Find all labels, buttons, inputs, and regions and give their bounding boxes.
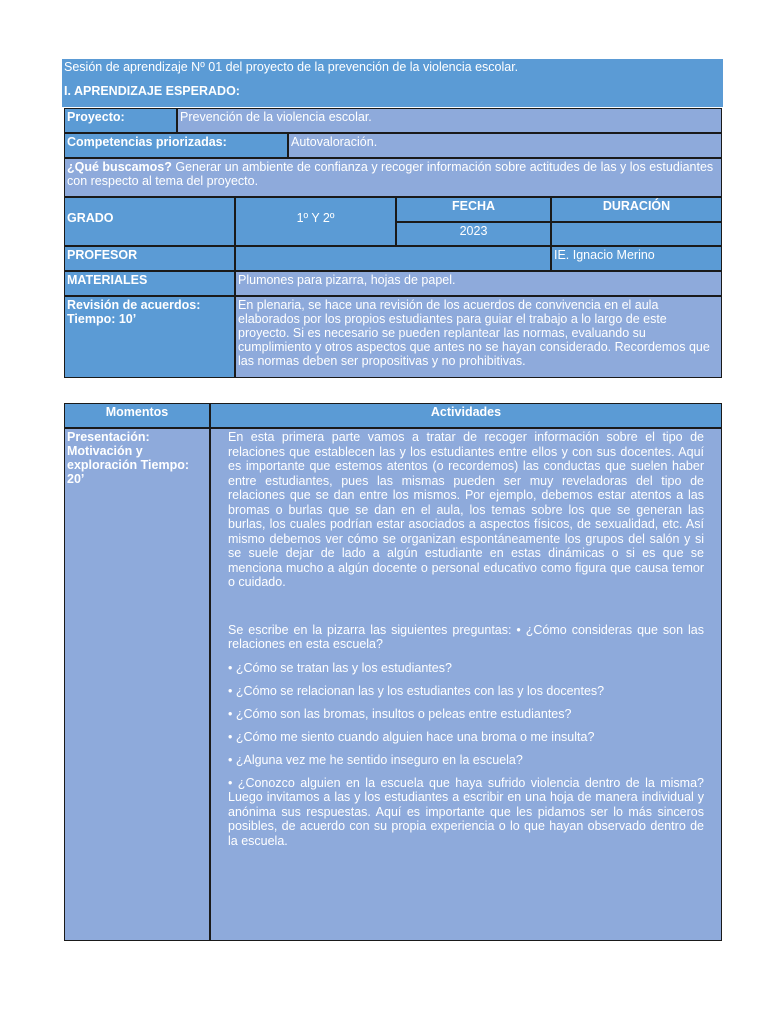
actividades-header: Actividades — [210, 403, 722, 428]
momentos-header: Momentos — [64, 403, 210, 428]
fecha-label: FECHA — [396, 197, 551, 222]
profesor-value — [235, 246, 551, 271]
proyecto-value: Prevención de la violencia escolar. — [177, 108, 722, 133]
activities-content — [210, 428, 722, 941]
revision-time: Tiempo: 10’ — [67, 312, 137, 326]
moment-label: Presentación: Motivación y exploración Tiempo: 20’ — [64, 428, 210, 941]
competencias-value: Autovaloración. — [288, 133, 722, 158]
question-item: • ¿Cómo son las bromas, insultos o peleas entre estudiantes? — [228, 706, 572, 721]
question-item: • ¿Cómo me siento cuando alguien hace una broma o me insulta? — [228, 729, 595, 744]
question-item: • ¿Cómo se relacionan las y los estudiantes con las y los docentes? — [228, 683, 605, 698]
que-buscamos-cell — [64, 158, 722, 197]
grado-label — [64, 197, 235, 246]
que-buscamos-label: ¿Qué buscamos? — [67, 160, 172, 174]
grado-label-text: GRADO — [67, 211, 114, 225]
section-title: I. APRENDIZAJE ESPERADO: — [64, 84, 240, 98]
ie-value: IE. Ignacio Merino — [551, 246, 722, 271]
fecha-value: 2023 — [396, 222, 551, 246]
section-title-bar — [62, 82, 723, 107]
duracion-label: DURACIÓN — [551, 197, 722, 222]
session-title-bar — [62, 59, 723, 82]
profesor-label: PROFESOR — [64, 246, 235, 271]
materiales-label: MATERIALES — [64, 271, 235, 296]
activity-paragraph-2: Se escribe en la pizarra las siguientes preguntas: • ¿Cómo consideras que son las relaciones en esta escuela? — [228, 622, 704, 651]
duracion-value — [551, 222, 722, 246]
question-item: • ¿Alguna vez me he sentido inseguro en la escuela? — [228, 752, 523, 767]
proyecto-label: Proyecto: — [64, 108, 177, 133]
revision-label-cell — [64, 296, 235, 378]
que-buscamos-text: Generar un ambiente de confianza y recoger información sobre actitudes de las y los estudiantes con respecto al tema del proyecto. — [67, 160, 714, 188]
activity-paragraph-1: En esta primera parte vamos a tratar de recoger información sobre el tipo de relaciones que establecen las y los estudiantes entre ellos y con sus docentes. Aquí es importante que estemos atentos (o recordemos) las conductas que suelen haber entre estudiantes, pues las mismas pueden ser muy reveladoras del tipo de relaciones que se dan entre los mismos. Por ejemplo, debemos estar atentos a las bromas o burlas que se dan en el aula, los temas sobre los que se generan las burlas, los cuales podrían estar asociados a aspectos físicos, de sexualidad, etc. Así mismo debemos ver cómo se organizan espontáneamente los grupos del salón y si se suele dejar de lado a algún estudiante en estas dinámicas o si es que se menciona mucho a algún docente o personal educativo como figura que causa temor o cuidado. — [228, 430, 704, 589]
session-title: Sesión de aprendizaje Nº 01 del proyecto de la prevención de la violencia escolar. — [64, 60, 519, 74]
revision-label: Revisión de acuerdos: — [67, 298, 201, 312]
competencias-label: Competencias priorizadas: — [64, 133, 288, 158]
question-item: • ¿Cómo se tratan las y los estudiantes? — [228, 660, 452, 675]
revision-text: En plenaria, se hace una revisión de los acuerdos de convivencia en el aula elaborados por los propios estudiantes para guiar el trabajo a lo largo de este proyecto. Si es necesario se pueden replantear las normas, evaluando su cumplimiento y otros aspectos que antes no se hayan considerado. Recordemos que las normas deben ser propositivas y no prohibitivas. — [235, 296, 722, 378]
materiales-value: Plumones para pizarra, hojas de papel. — [235, 271, 722, 296]
grado-value — [235, 197, 396, 246]
grado-value-text: 1º Y 2º — [296, 211, 335, 225]
activity-paragraph-3: • ¿Conozco alguien en la escuela que haya sufrido violencia dentro de la misma? Luego invitamos a las y los estudiantes a escribir en una hoja de manera individual y anónima sus respuestas. Aquí es importante que les pidamos ser lo más sinceros posibles, de acuerdo con su propia experiencia o lo que hayan observado dentro de la escuela. — [228, 775, 704, 848]
